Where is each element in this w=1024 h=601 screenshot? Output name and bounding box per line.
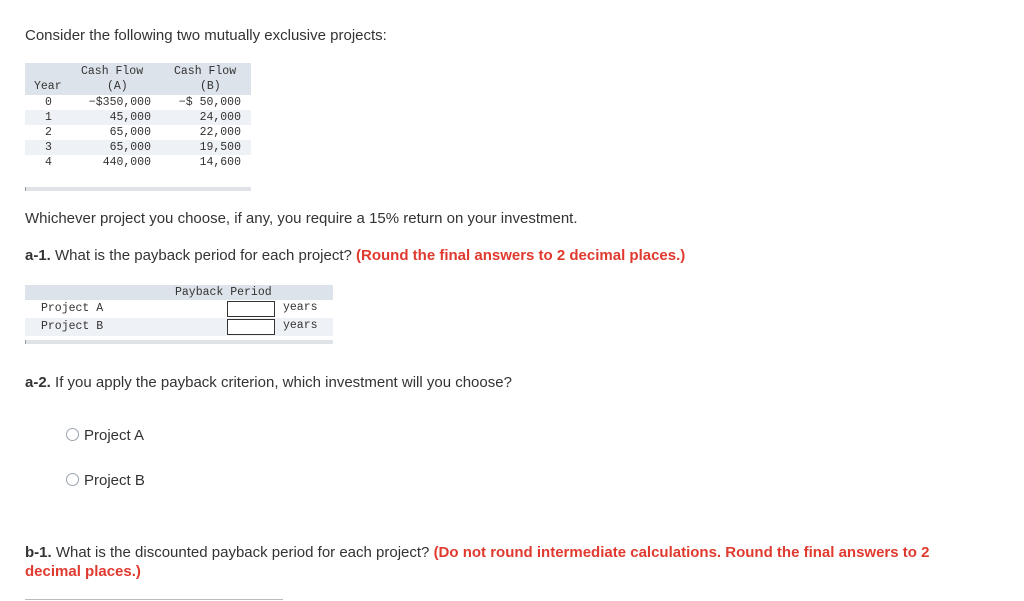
option-project-b[interactable] <box>66 472 166 490</box>
project-a-label: Project A <box>41 302 104 315</box>
option-label: Project B <box>84 472 145 489</box>
table-row <box>25 140 251 155</box>
header-cash-flow-a-line2: (A) <box>107 80 128 93</box>
years-unit: years <box>283 301 318 314</box>
payback-table-header <box>25 285 333 300</box>
option-project-a[interactable] <box>66 427 166 445</box>
table-row <box>25 318 333 336</box>
radio-button-icon[interactable] <box>66 473 79 486</box>
question-b1-note-line2: decimal places.) <box>25 563 141 580</box>
header-cash-flow-a-line1: Cash Flow <box>81 65 144 78</box>
cash-flow-b-cell: −$ 50,000 <box>178 96 241 109</box>
question-b1 <box>25 544 929 561</box>
divider <box>25 599 283 600</box>
question-a1 <box>25 247 685 264</box>
year-cell: 1 <box>45 111 52 124</box>
cash-flow-a-cell: 65,000 <box>109 141 151 154</box>
table-row <box>25 125 251 140</box>
year-cell: 0 <box>45 96 52 109</box>
year-cell: 4 <box>45 156 52 169</box>
question-a1-note: (Round the final answers to 2 decimal places.) <box>356 247 686 264</box>
table-footer-bar <box>25 340 333 344</box>
question-a1-label: a-1. <box>25 247 51 264</box>
years-unit: years <box>283 319 318 332</box>
table-footer-bar <box>25 187 251 191</box>
radio-button-icon[interactable] <box>66 428 79 441</box>
cash-flow-a-cell: 440,000 <box>102 156 151 169</box>
return-statement: Whichever project you choose, if any, you require a 15% return on your investment. <box>25 210 578 227</box>
cash-flow-b-cell: 19,500 <box>199 141 241 154</box>
payback-period-header: Payback Period <box>175 286 272 299</box>
cash-flow-a-cell: −$350,000 <box>88 96 151 109</box>
cash-flow-table <box>25 63 251 191</box>
cash-flow-b-cell: 22,000 <box>199 126 241 139</box>
question-a1-text: What is the payback period for each project? <box>50 247 352 264</box>
project-b-payback-input[interactable] <box>227 319 275 335</box>
cash-flow-table-body <box>25 95 251 185</box>
header-cash-flow-b-line2: (B) <box>200 80 221 93</box>
table-row <box>25 110 251 125</box>
payback-table <box>25 285 333 344</box>
question-b1-label: b-1. <box>25 544 52 561</box>
cash-flow-a-cell: 65,000 <box>109 126 151 139</box>
project-b-label: Project B <box>41 320 104 333</box>
question-a2 <box>25 374 512 391</box>
table-row <box>25 155 251 170</box>
intro-text: Consider the following two mutually exclusive projects: <box>25 27 387 44</box>
header-year: Year <box>34 80 62 93</box>
table-row <box>25 300 333 318</box>
cash-flow-a-cell: 45,000 <box>109 111 151 124</box>
question-a2-text: If you apply the payback criterion, which investment will you choose? <box>50 374 512 391</box>
table-row <box>25 95 251 110</box>
year-cell: 3 <box>45 141 52 154</box>
year-cell: 2 <box>45 126 52 139</box>
header-cash-flow-b-line1: Cash Flow <box>174 65 237 78</box>
question-b1-note-line1: (Do not round intermediate calculations. Round the final answers to 2 <box>433 544 930 561</box>
question-a2-label: a-2. <box>25 374 51 391</box>
cash-flow-b-cell: 14,600 <box>199 156 241 169</box>
question-b1-text: What is the discounted payback period for each project? <box>51 544 430 561</box>
option-label: Project A <box>84 427 145 444</box>
project-a-payback-input[interactable] <box>227 301 275 317</box>
cash-flow-table-header <box>25 63 251 95</box>
cash-flow-b-cell: 24,000 <box>199 111 241 124</box>
